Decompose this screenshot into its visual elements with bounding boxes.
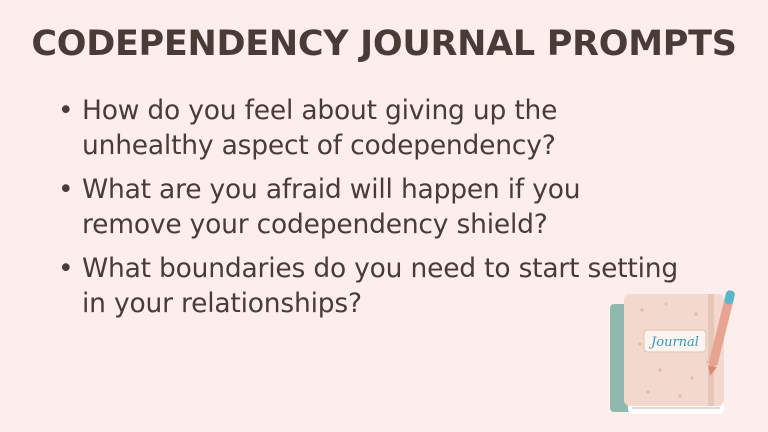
prompt-list: [46, 94, 686, 331]
journal-cover-label: Journal: [651, 335, 699, 350]
list-item: [46, 252, 686, 322]
prompt-text: How do you feel about giving up the unhealthy aspect of codependency?: [82, 95, 558, 161]
prompt-text: What boundaries do you need to start setting in your relationships?: [82, 252, 678, 319]
list-item: [46, 173, 686, 243]
bullet-icon: •: [58, 252, 74, 284]
list-item: [46, 94, 686, 164]
bullet-icon: •: [58, 173, 74, 205]
page-title: CODEPENDENCY JOURNAL PROMPTS: [31, 24, 737, 64]
prompt-text: What are you afraid will happen if you remove your codependency shield?: [82, 173, 581, 240]
journal-notebook-icon: [600, 274, 750, 424]
bullet-icon: •: [58, 95, 74, 126]
